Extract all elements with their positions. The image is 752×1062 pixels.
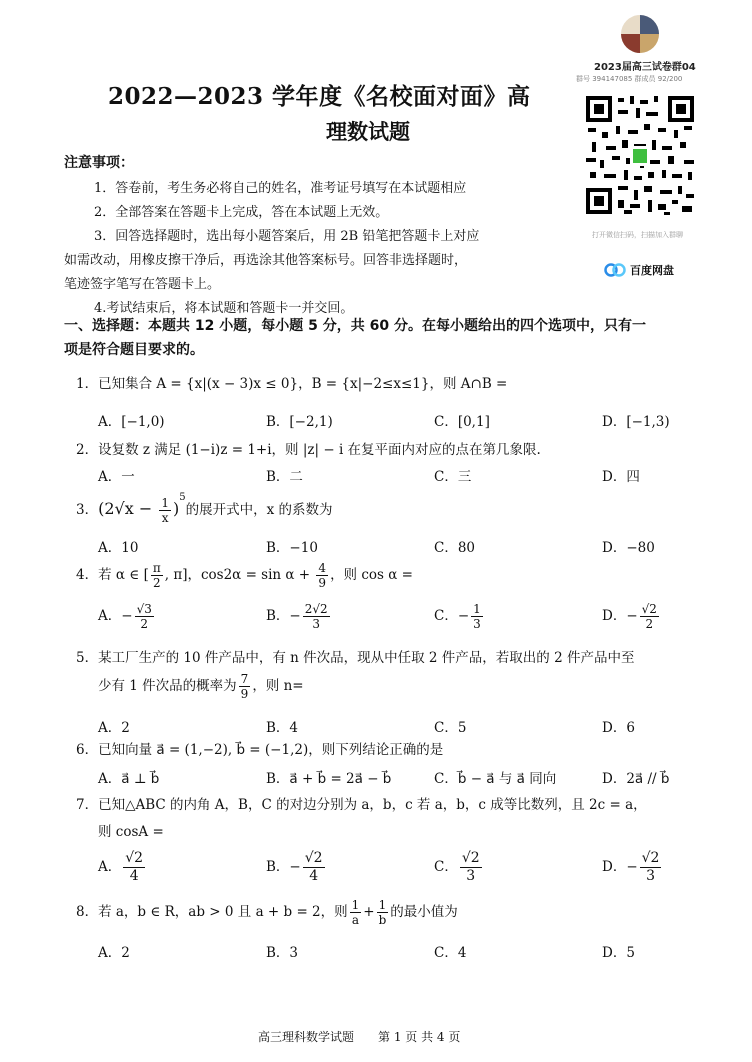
q2-option-c[interactable]: C．三 — [434, 469, 472, 485]
frac-den: 3 — [312, 617, 321, 631]
q8-fraction-1 — [350, 898, 362, 927]
q8-option-d[interactable]: D．5 — [602, 945, 635, 961]
q3-post: 的展开式中，x 的系数为 — [185, 502, 333, 518]
q7-option-b[interactable] — [266, 850, 327, 885]
q6-option-b[interactable]: B．a⃗ + b⃗ = 2a⃗ − b⃗ — [266, 771, 392, 787]
scan-hint: 打开微信扫码，扫描加入群聊 — [592, 231, 683, 239]
q7-option-c[interactable] — [434, 850, 484, 885]
note-line: 如需改动，用橡皮擦干净后，再选涂其他答案标号。回答非选择题时， — [64, 253, 468, 268]
group-number: 群号 394147085 群成员 92/200 — [576, 75, 683, 83]
group-name: 2023届高三试卷群04 — [594, 62, 696, 73]
q8-frac1-num: 1 — [351, 898, 360, 912]
q8-option-b[interactable]: B．3 — [266, 945, 299, 961]
frac-den: 3 — [646, 868, 656, 884]
frac-num: √2 — [461, 850, 480, 866]
q4-option-d-label: D．− — [602, 608, 638, 624]
q4-post: ，则 cos α = — [330, 567, 413, 583]
question-7-line2: 则 cosA = — [98, 824, 164, 840]
frac-num: √2 — [641, 850, 660, 866]
q6-option-a[interactable]: A．a⃗ ⊥ b⃗ — [98, 771, 160, 787]
note-line: 笔迹签字笔写在答题卡上。 — [64, 277, 221, 292]
question-7-stem: 7．已知△ABC 的内角 A，B，C 的对边分别为 a，b，c 若 a，b，c 成等比数列，且 2c = a， — [76, 797, 647, 813]
qr-code-icon — [584, 94, 696, 216]
q5-post: ，则 n= — [252, 678, 304, 694]
frac-num: 2√2 — [304, 602, 328, 616]
frac-den: 2 — [140, 617, 149, 631]
q5-frac-den: 9 — [240, 687, 249, 701]
q4-interval-fraction — [151, 561, 163, 590]
q3-expr-close: ) — [172, 499, 180, 518]
q5-option-c[interactable]: C．5 — [434, 720, 467, 736]
frac-den: 3 — [466, 868, 476, 884]
q3-expr: (2√x − — [98, 499, 158, 518]
note-line: 2．全部答案在答题卡上完成，答在本试题上无效。 — [94, 205, 389, 220]
q4-option-d[interactable] — [602, 602, 661, 631]
exam-title: 2022—2023 学年度《名校面对面》高 — [108, 83, 531, 110]
q1-option-a[interactable]: A．[−1,0) — [98, 414, 165, 430]
q8-pre: 8．若 a，b ∈ R，ab > 0 且 a + b = 2，则 — [76, 904, 348, 920]
q4-fraction — [316, 561, 328, 590]
q4-option-b[interactable] — [266, 602, 332, 631]
q3-frac-num: 1 — [161, 496, 169, 510]
frac-num: √2 — [125, 850, 144, 866]
question-6-stem: 6．已知向量 a⃗ = (1,−2), b⃗ = (−1,2)，则下列结论正确的是 — [76, 742, 444, 758]
question-5-line2 — [98, 672, 304, 701]
notes-heading: 注意事项： — [64, 155, 134, 171]
baidu-pan-label: 百度网盘 — [630, 264, 674, 277]
q5-option-b[interactable]: B．4 — [266, 720, 299, 736]
q4-option-c[interactable] — [434, 602, 485, 631]
section-line: 一、选择题：本题共 12 小题，每小题 5 分，共 60 分。在每小题给出的四个选项中，只有一 — [64, 318, 646, 334]
baidu-pan-icon — [604, 262, 626, 278]
note-line: 3．回答选择题时，选出每小题答案后，用 2B 铅笔把答题卡上对应 — [94, 229, 480, 244]
question-2-stem: 2．设复数 z 满足 (1−i)z = 1+i，则 |z| − i 在复平面内对应的点在第几象限. — [76, 442, 541, 458]
q5-option-a[interactable]: A．2 — [98, 720, 130, 736]
q7-option-a-label: A． — [98, 859, 122, 875]
q8-option-a[interactable]: A．2 — [98, 945, 130, 961]
q4-option-a[interactable] — [98, 602, 156, 631]
q4-mid: , π]，cos2α = sin α + — [164, 567, 315, 583]
q2-option-b[interactable]: B．二 — [266, 469, 303, 485]
frac-den: 3 — [473, 617, 481, 631]
q5-pre: 少有 1 件次品的概率为 — [98, 678, 237, 694]
q4-interval-num: π — [152, 561, 161, 575]
q7-option-b-frac — [303, 850, 325, 885]
q4-pre: 4．若 α ∈ [ — [76, 567, 149, 583]
q8-frac1-den: a — [351, 913, 360, 927]
q2-option-a[interactable]: A．一 — [98, 469, 135, 485]
q7-option-a-frac — [123, 850, 145, 885]
q8-post: 的最小值为 — [390, 904, 458, 920]
frac-num: √2 — [641, 602, 657, 616]
q8-fraction-2 — [377, 898, 389, 927]
qr-code[interactable] — [584, 94, 696, 216]
q4-option-c-label: C．− — [434, 608, 470, 624]
q7-option-d-frac — [640, 850, 662, 885]
q7-option-d[interactable] — [602, 850, 663, 885]
frac-num: √2 — [304, 850, 323, 866]
q4-option-d-frac — [640, 602, 659, 631]
frac-den: 4 — [129, 868, 139, 884]
q3-option-b[interactable]: B．−10 — [266, 540, 318, 556]
frac-den: 4 — [309, 868, 319, 884]
section-line: 项是符合题目要求的。 — [64, 342, 204, 358]
frac-den: 2 — [645, 617, 654, 631]
q1-option-d[interactable]: D．[−1,3) — [602, 414, 670, 430]
q3-frac-den: x — [161, 511, 169, 525]
q1-option-b[interactable]: B．[−2,1) — [266, 414, 333, 430]
q7-option-c-frac — [460, 850, 482, 885]
q6-option-d[interactable]: D．2a⃗ // b⃗ — [602, 771, 670, 787]
q3-option-a[interactable]: A．10 — [98, 540, 139, 556]
q4-frac-den: 9 — [318, 576, 327, 590]
q3-fraction — [159, 496, 171, 525]
q2-option-d[interactable]: D．四 — [602, 469, 640, 485]
group-avatar-icon — [620, 14, 660, 54]
q4-option-c-frac — [471, 602, 483, 631]
question-4-stem — [76, 561, 413, 590]
q7-option-a[interactable] — [98, 850, 147, 885]
q4-interval-den: 2 — [152, 576, 161, 590]
q4-option-b-label: B．− — [266, 608, 301, 624]
q4-option-a-label: A．− — [98, 608, 133, 624]
q3-power: 5 — [179, 492, 186, 503]
q8-plus: + — [363, 904, 375, 920]
q4-option-b-frac — [303, 602, 330, 631]
q4-frac-num: 4 — [318, 561, 327, 575]
q5-option-d[interactable]: D．6 — [602, 720, 635, 736]
q6-option-c[interactable]: C．b⃗ − a⃗ 与 a⃗ 同向 — [434, 771, 557, 787]
note-line: 1．答卷前，考生务必将自己的姓名，准考证号填写在本试题相应 — [94, 181, 467, 196]
question-8-stem — [76, 898, 458, 927]
question-5-stem: 5．某工厂生产的 10 件产品中，有 n 件次品，现从中任取 2 件产品，若取出的 2 件产品中至 — [76, 650, 635, 666]
q5-fraction — [239, 672, 251, 701]
q3-option-d[interactable]: D．−80 — [602, 540, 655, 556]
q3-number: 3． — [76, 502, 99, 518]
frac-num: √3 — [136, 602, 152, 616]
q8-frac2-num: 1 — [378, 898, 387, 912]
frac-num: 1 — [473, 602, 481, 616]
q7-option-d-label: D．− — [602, 859, 638, 875]
q7-option-c-label: C． — [434, 859, 458, 875]
q4-option-a-frac — [135, 602, 154, 631]
q8-option-c[interactable]: C．4 — [434, 945, 467, 961]
q8-frac2-den: b — [378, 913, 387, 927]
question-3-stem — [76, 492, 332, 525]
q7-option-b-label: B．− — [266, 859, 301, 875]
exam-subtitle: 理数试题 — [326, 119, 410, 144]
section-heading — [64, 314, 694, 362]
note-line: 4.考试结束后，将本试题和答题卡一并交回。 — [94, 301, 354, 316]
page-footer: 高三理科数学试题 第 1 页 共 4 页 — [258, 1030, 461, 1044]
q3-option-c[interactable]: C．80 — [434, 540, 476, 556]
q1-option-c[interactable]: C．[0,1] — [434, 414, 490, 430]
question-1-stem: 1．已知集合 A = {x|(x − 3)x ≤ 0}，B = {x|−2≤x≤1}，则 A∩B = — [76, 376, 508, 392]
q5-frac-num: 7 — [240, 672, 249, 686]
